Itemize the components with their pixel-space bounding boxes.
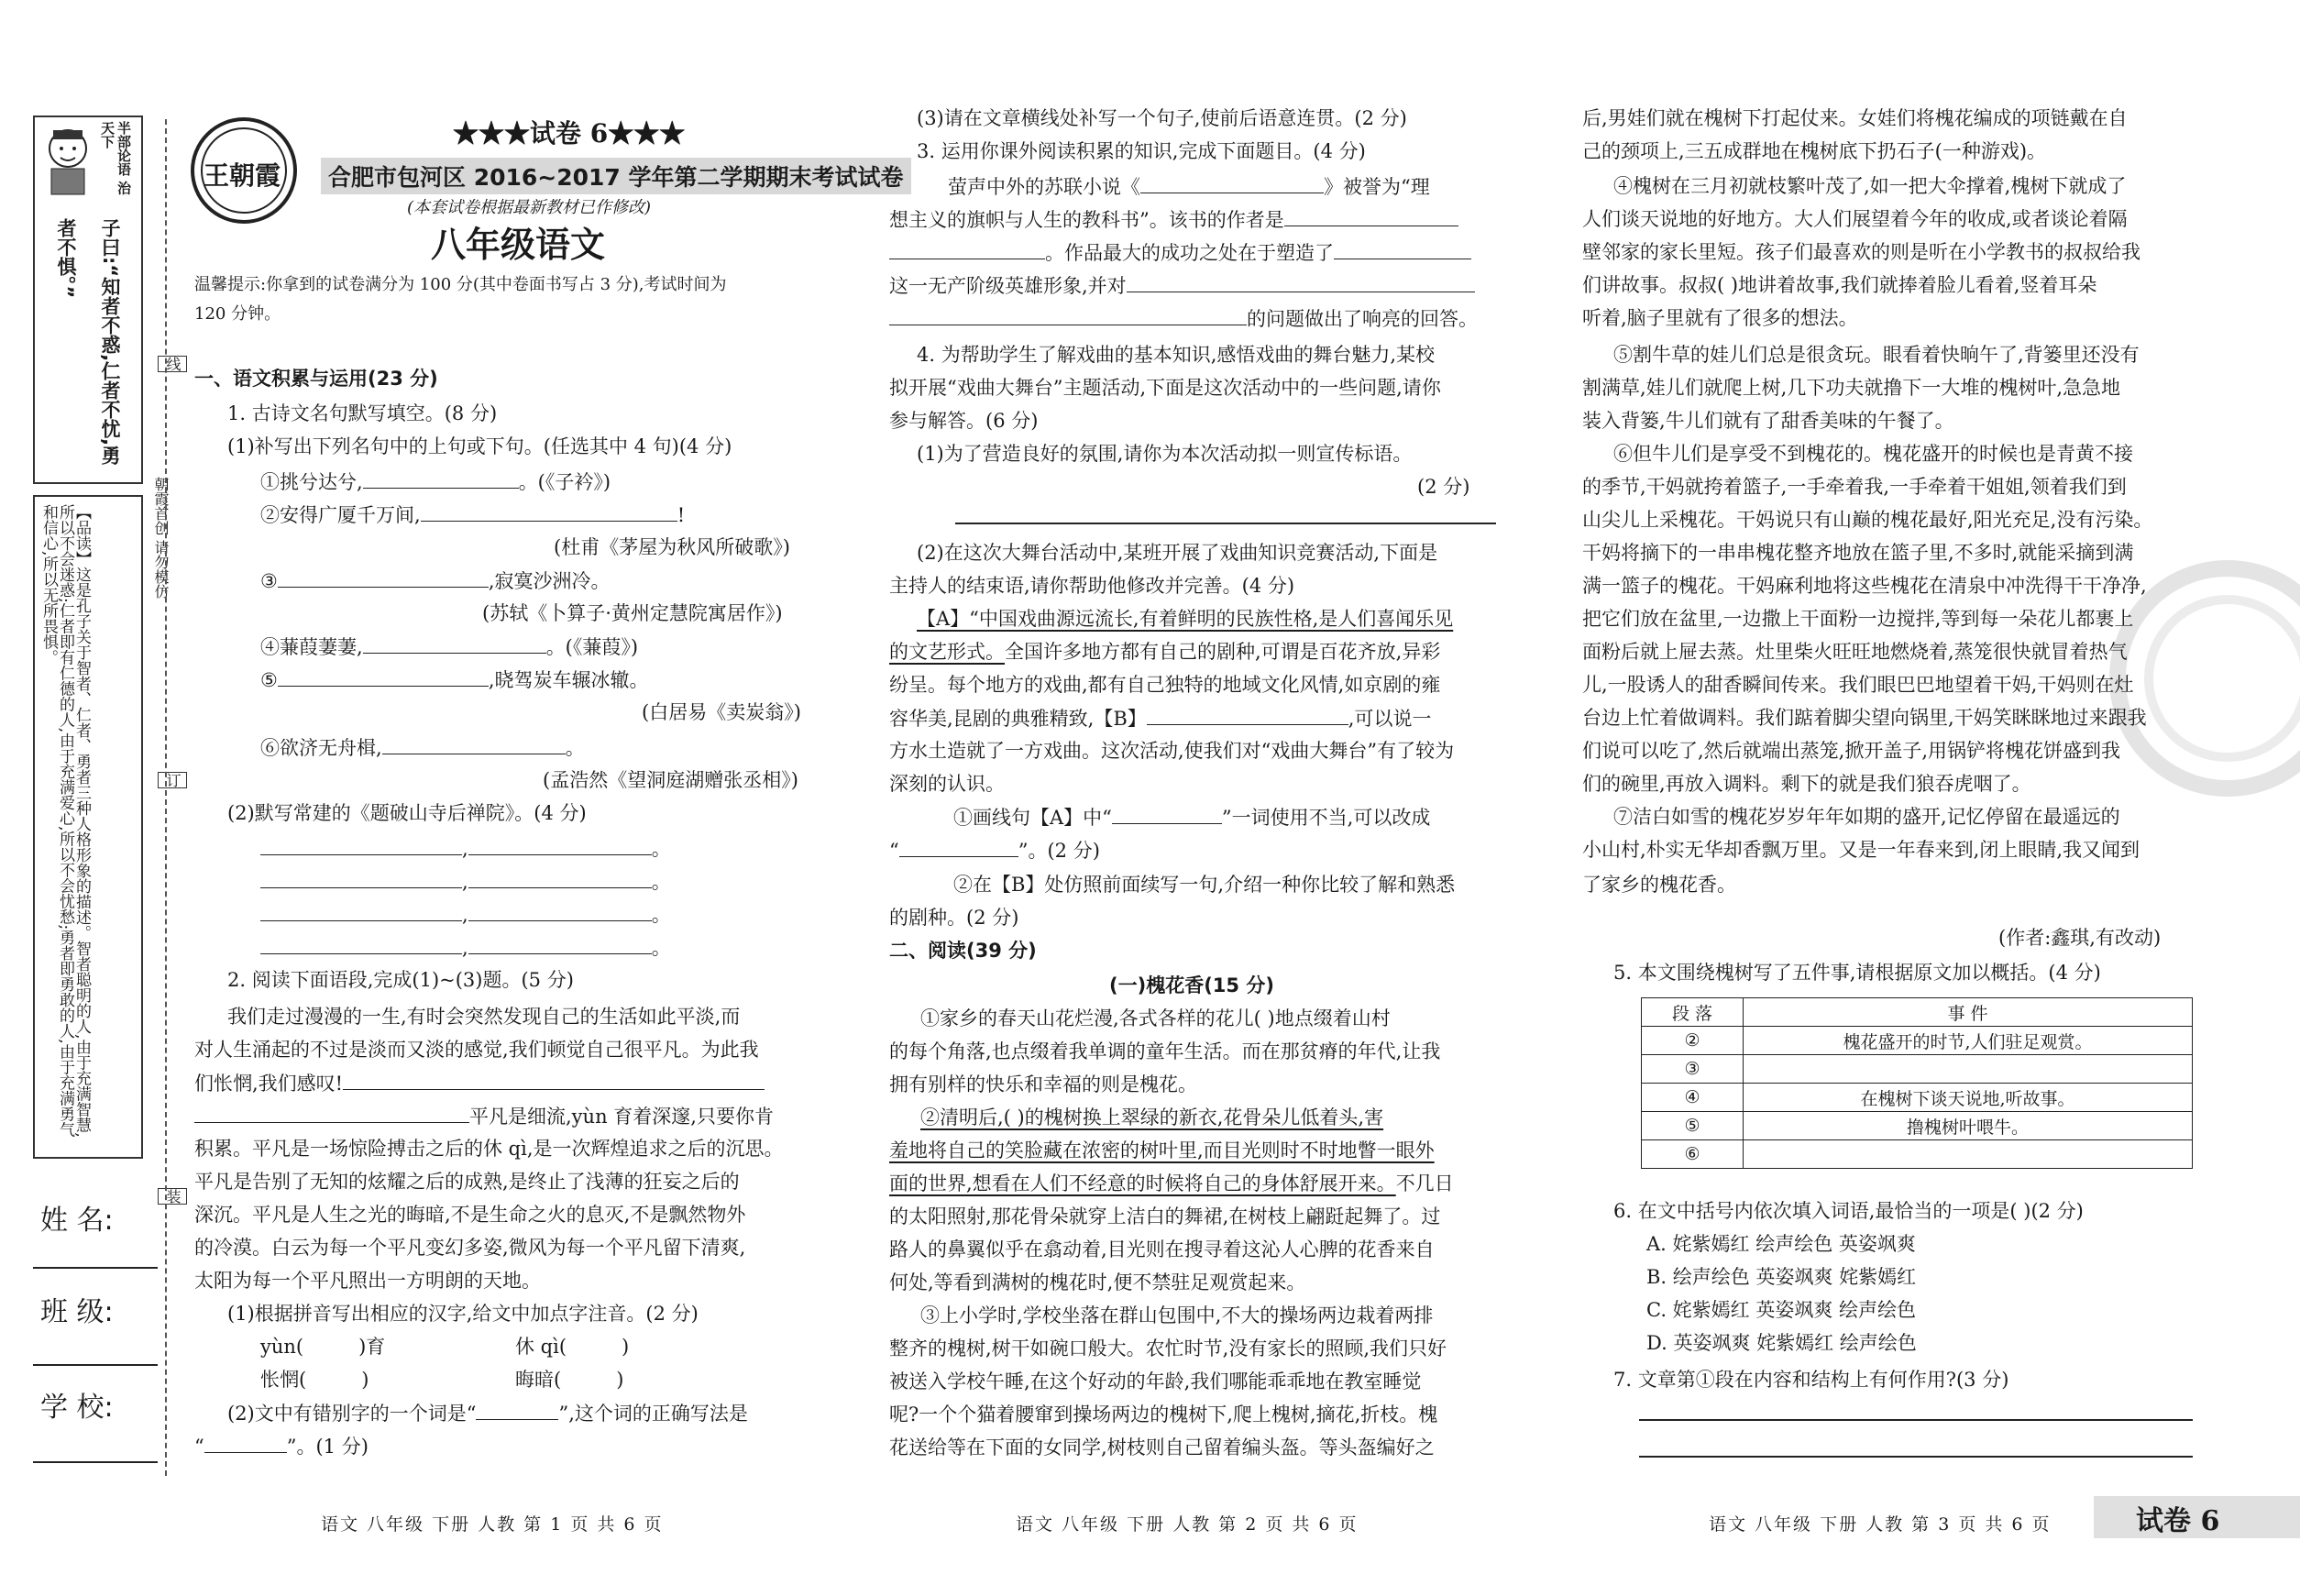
class-field[interactable] [33, 1364, 158, 1366]
footer-page-2: 语文 八年级 下册 人教 第 2 页 共 6 页 [1016, 1514, 1359, 1535]
answer-blank[interactable] [363, 633, 546, 654]
question-4: 4. 为帮助学生了解戏曲的基本知识,感悟戏曲的舞台魅力,某校 [917, 344, 1436, 366]
subject-title: 八年级语文 [431, 225, 606, 265]
option-b[interactable]: B. 绘声绘色 英姿飒爽 姹紫嫣红 [1646, 1266, 1917, 1288]
events-table: 段 落 事 件 ② 槐花盛开的时节,人们驻足观赏。 ③ ④ 在槐树下谈天说地,听故事。 ⑤ 撸槐树叶喂牛。 ⑥ [1641, 997, 2193, 1169]
answer-blank[interactable] [382, 733, 566, 754]
cartoon-icon [40, 123, 95, 196]
brand-seal-text: 王朝霞 [204, 160, 281, 191]
motto-box [33, 116, 143, 484]
table-row: ⑤ 撸槐树叶喂牛。 [1642, 1112, 2193, 1140]
answer-blank[interactable] [278, 666, 489, 687]
answer-blank[interactable] [194, 1102, 469, 1123]
answer-blank[interactable] [363, 468, 519, 489]
question-6: 6. 在文中括号内依次填入词语,最恰当的一项是( )(2 分) [1613, 1200, 2084, 1222]
exam-title: 合肥市包河区 2016~2017 学年第二学期期末考试试卷 [321, 158, 911, 194]
margin-note: 朝霞首创 请勿模仿 [152, 477, 170, 600]
exam-tip: 温馨提示:你拿到的试卷满分为 100 分(其中卷面书写占 3 分),考试时间为 [194, 275, 727, 294]
exam-number: ★★★试卷 6★★★ [453, 118, 686, 149]
answer-blank[interactable] [421, 501, 677, 522]
motto-tag: 半部论语 治天下 [99, 121, 132, 195]
exam-tip-2: 120 分钟。 [194, 304, 281, 324]
slogan-answer-line[interactable] [955, 523, 1496, 524]
question-1: 1. 古诗文名句默写填空。(8 分) [227, 402, 498, 424]
passage-title: (一)槐花香(15 分) [1109, 974, 1274, 996]
reading-section-heading: 二、阅读(39 分) [889, 940, 1037, 962]
class-label: 班 级: [40, 1296, 114, 1328]
table-row: ⑥ [1642, 1140, 2193, 1169]
option-c[interactable]: C. 姹紫嫣红 英姿飒爽 绘声绘色 [1646, 1299, 1917, 1321]
section-heading: 一、语文积累与运用(23 分) [194, 368, 438, 390]
school-label: 学 校: [40, 1392, 114, 1424]
option-d[interactable]: D. 英姿飒爽 姹紫嫣红 绘声绘色 [1646, 1332, 1917, 1354]
margin-mark-2: 订 [158, 772, 187, 788]
question-5: 5. 本文围绕槐树写了五件事,请根据原文加以概括。(4 分) [1613, 962, 2101, 984]
question-3: 3. 运用你课外阅读积累的知识,完成下面题目。(4 分) [917, 140, 1366, 162]
answer-blank[interactable] [343, 1069, 765, 1090]
margin-mark-1: 线 [158, 356, 187, 372]
question-7: 7. 文章第①段在内容和结构上有何作用?(3 分) [1613, 1369, 2009, 1391]
school-field[interactable] [33, 1461, 158, 1463]
name-field[interactable] [33, 1267, 158, 1269]
confucius-quote: 子曰:“知者不惑,仁者不忧,勇者不惧。” [55, 218, 121, 466]
exam-badge-text: 试卷 6 [2136, 1505, 2220, 1537]
table-row: ④ 在槐树下谈天说地,听故事。 [1642, 1084, 2193, 1112]
answer-line[interactable] [1639, 1456, 2193, 1458]
footer-page-1: 语文 八年级 下册 人教 第 1 页 共 6 页 [321, 1514, 664, 1535]
option-a[interactable]: A. 姹紫嫣红 绘声绘色 英姿飒爽 [1646, 1233, 1916, 1255]
commentary-text: 【品读】这是孔子关于智者、仁者、勇者三种人格形象的描述。智者聪明的人,由于充满智慧,所以不会迷惑;仁者即有仁德的人,由于充满爱心,所以不会忧愁;勇者即勇敢的人,由于充满勇气和信心,所以无所畏惧。 [39, 504, 91, 1138]
table-row: ② 槐花盛开的时节,人们驻足观赏。 [1642, 1027, 2193, 1055]
name-label: 姓 名: [40, 1205, 114, 1237]
margin-mark-3: 装 [158, 1188, 187, 1205]
table-row: ③ [1642, 1055, 2193, 1084]
answer-blank[interactable] [278, 567, 489, 588]
answer-line[interactable] [1639, 1419, 2193, 1421]
question-1-1: (1)补写出下列名句中的上句或下句。(任选其中 4 句)(4 分) [227, 435, 732, 457]
question-2: 2. 阅读下面语段,完成(1)~(3)题。(5 分) [227, 969, 574, 991]
exam-subtitle: (本套试卷根据最新教材已作修改) [407, 198, 652, 217]
commentary-box [33, 495, 143, 1159]
footer-page-3: 语文 八年级 下册 人教 第 3 页 共 6 页 [1709, 1514, 2052, 1535]
